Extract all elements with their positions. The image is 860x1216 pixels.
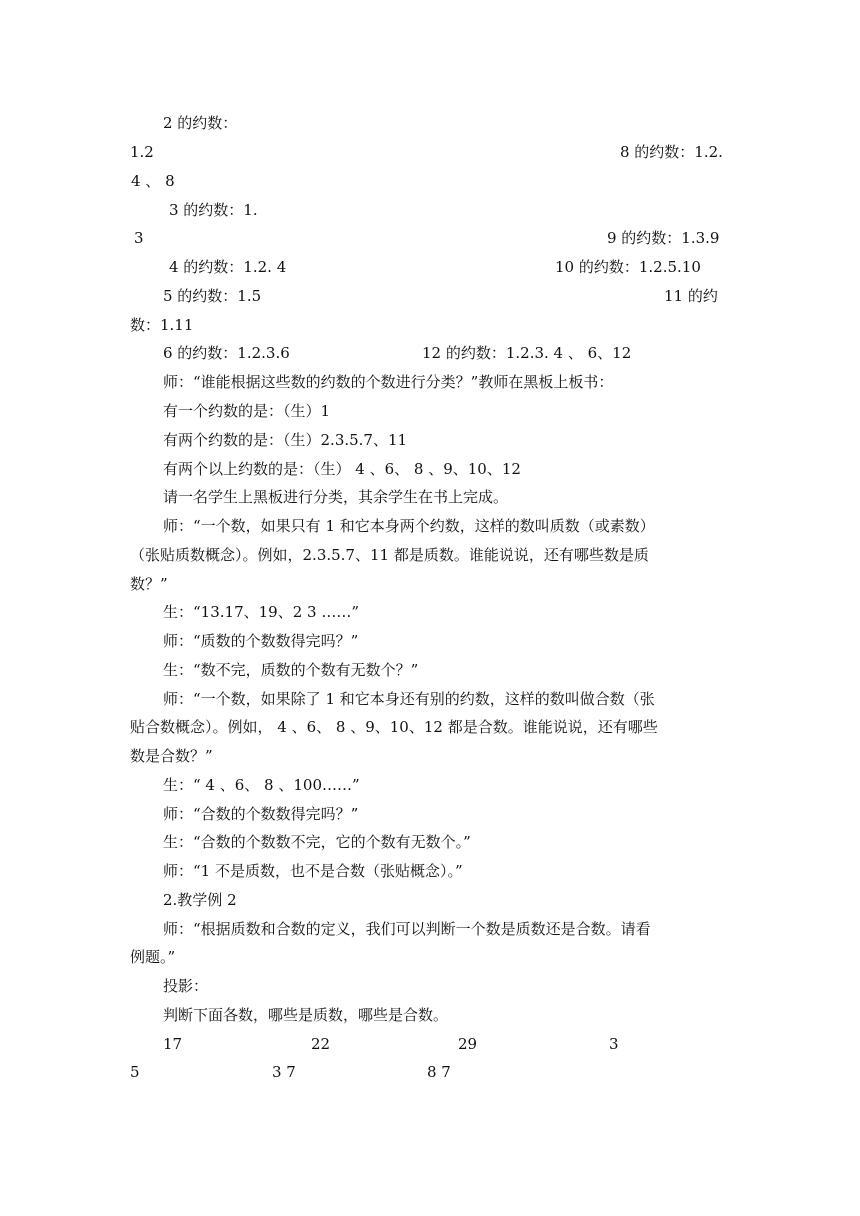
text-line: 12 的约数：1.2.3. 4 、 6、12 <box>422 344 632 362</box>
text-line: 10 的约数：1.2.5.10 <box>555 258 701 276</box>
text-line: （张贴质数概念）。例如，2.3.5.7、11 都是质数。谁能说说，还有哪些数是质 <box>130 546 649 564</box>
text-line: 生：“合数的个数数不完，它的个数有无数个。” <box>163 833 471 851</box>
text-line: 判断下面各数，哪些是质数，哪些是合数。 <box>163 1006 449 1024</box>
text-line: 师：“一个数，如果只有 1 和它本身两个约数，这样的数叫质数（或素数） <box>163 517 655 535</box>
text-line: 生：“ 4 、6、 8 、100……” <box>163 776 360 794</box>
text-line: 数是合数？” <box>130 747 213 765</box>
text-line: 生：“数不完，质数的个数有无数个？” <box>163 661 419 679</box>
text-line: 6 的约数：1.2.3.6 <box>163 344 290 362</box>
text-line: 贴合数概念）。例如， 4 、6、 8 、9、10、12 都是合数。谁能说说，还有哪些 <box>130 718 658 736</box>
text-line: 师：“谁能根据这些数的约数的个数进行分类？”教师在黑板上板书： <box>163 373 614 391</box>
text-line: 3 的约数：1. <box>169 201 258 219</box>
text-line: 请一名学生上黑板进行分类，其余学生在书上完成。 <box>163 488 509 506</box>
section-heading: 2.教学例 2 <box>163 891 237 909</box>
number-item: 3 7 <box>272 1063 296 1081</box>
text-line: 投影： <box>163 977 209 995</box>
text-line: 8 的约数：1.2. <box>620 143 723 161</box>
text-line: 师：“根据质数和合数的定义，我们可以判断一个数是质数还是合数。请看 <box>163 920 651 938</box>
number-item: 3 <box>609 1035 619 1053</box>
number-item: 17 <box>163 1035 183 1053</box>
text-line: 有两个以上约数的是：（生） 4 、6、 8 、9、10、12 <box>163 460 521 478</box>
number-item: 5 <box>130 1063 140 1081</box>
text-line: 有两个约数的是：（生）2.3.5.7、11 <box>163 431 408 449</box>
text-line: 3 <box>134 229 144 247</box>
text-line: 数：1.11 <box>130 316 194 334</box>
text-line: 4 的约数：1.2. 4 <box>169 258 287 276</box>
number-item: 8 7 <box>427 1063 451 1081</box>
text-line: 2 的约数： <box>163 114 238 132</box>
text-line: 4 、 8 <box>131 172 175 190</box>
text-line: 5 的约数：1.5 <box>163 287 262 305</box>
text-line: 有一个约数的是：（生）1 <box>163 402 331 420</box>
text-line: 师：“1 不是质数，也不是合数（张贴概念）。” <box>163 862 463 880</box>
text-line: 师：“合数的个数数得完吗？” <box>163 805 359 823</box>
text-line: 数？” <box>130 575 168 593</box>
text-line: 例题。” <box>130 948 176 966</box>
text-line: 师：“质数的个数数得完吗？” <box>163 632 359 650</box>
text-line: 11 的约 <box>664 287 718 305</box>
text-line: 师：“一个数，如果除了 1 和它本身还有别的约数，这样的数叫做合数（张 <box>163 690 655 708</box>
number-item: 29 <box>458 1035 478 1053</box>
text-line: 1.2 <box>130 143 154 161</box>
number-item: 22 <box>311 1035 331 1053</box>
text-line: 9 的约数：1.3.9 <box>607 229 720 247</box>
text-line: 生：“13.17、19、2 3 ……” <box>163 603 359 621</box>
